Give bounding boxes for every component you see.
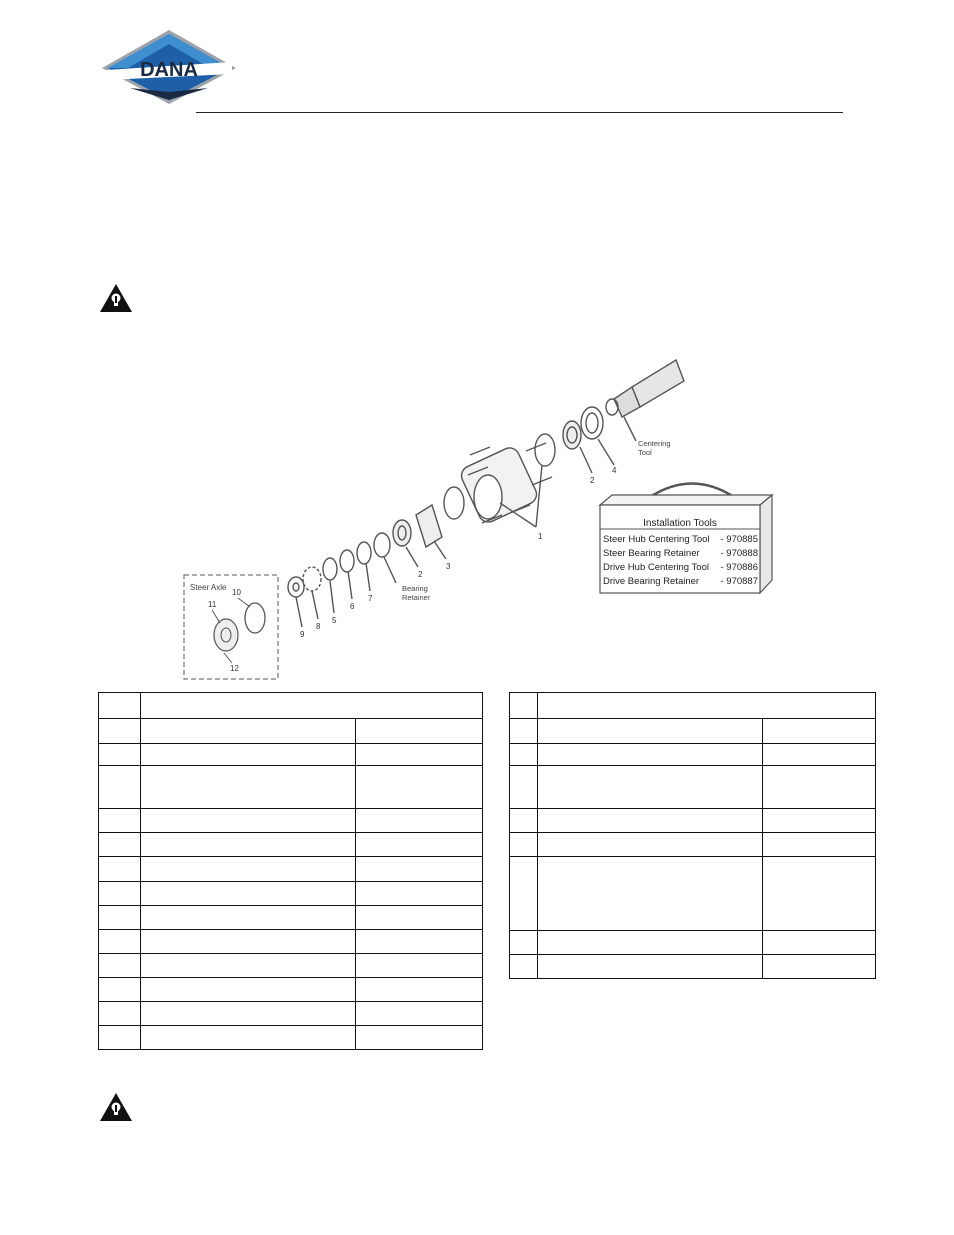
table-cell xyxy=(763,931,876,955)
bearing-retainer xyxy=(374,533,390,557)
table-row xyxy=(99,882,483,906)
table-cell xyxy=(356,1002,483,1026)
table-row xyxy=(99,930,483,954)
callout-2: 2 xyxy=(418,570,423,579)
leader-5 xyxy=(330,581,334,613)
wheel-hub-bore xyxy=(474,475,502,519)
table-cell xyxy=(538,744,763,766)
table-cell xyxy=(510,766,538,809)
callout-9: 9 xyxy=(300,630,305,639)
callout-6: 6 xyxy=(350,602,355,611)
table-cell xyxy=(99,833,141,857)
table-cell xyxy=(99,1026,141,1050)
table-cell xyxy=(763,833,876,857)
callout-4: 4 xyxy=(612,466,617,475)
parts-table-left xyxy=(98,692,483,1050)
leader-bearing-retainer xyxy=(384,557,396,583)
table-cell xyxy=(538,766,763,809)
table-cell xyxy=(356,766,483,809)
table-cell xyxy=(356,978,483,1002)
table-cell xyxy=(99,882,141,906)
bearing-cone-2b xyxy=(393,520,411,546)
table-cell xyxy=(510,955,538,979)
leader-8 xyxy=(312,591,318,619)
callout-8: 8 xyxy=(316,622,321,631)
tool-number: - 970885 xyxy=(720,534,758,545)
callout-1: 1 xyxy=(543,532,548,541)
table-cell xyxy=(141,978,356,1002)
callout-7: 7 xyxy=(368,594,373,603)
table-cell xyxy=(99,930,141,954)
wheel-stud xyxy=(532,477,552,485)
table-cell xyxy=(141,1002,356,1026)
tool-number: - 970886 xyxy=(720,562,758,573)
warning-triangle-icon xyxy=(99,1092,133,1122)
warning-triangle-icon xyxy=(99,283,133,313)
table-cell xyxy=(141,833,356,857)
hub-exploded-diagram xyxy=(170,355,790,685)
table-row xyxy=(99,857,483,882)
table-row xyxy=(99,809,483,833)
label-retainer: Retainer xyxy=(402,593,431,602)
table-cell xyxy=(763,744,876,766)
table-cell xyxy=(356,833,483,857)
steer-axle-label: Steer Axle xyxy=(190,583,227,592)
table-cell xyxy=(538,955,763,979)
table-cell xyxy=(538,931,763,955)
tool-name: Drive Hub Centering Tool xyxy=(603,562,709,573)
table-cell xyxy=(99,1002,141,1026)
table-row xyxy=(99,693,483,719)
tool-box-title: Installation Tools xyxy=(643,518,717,529)
table-cell xyxy=(99,766,141,809)
table-cell xyxy=(763,857,876,931)
table-cell xyxy=(538,719,763,744)
dana-logo xyxy=(100,28,238,106)
table-cell xyxy=(99,693,141,719)
table-cell xyxy=(141,857,356,882)
table-row xyxy=(510,693,876,719)
table-row xyxy=(99,906,483,930)
table-cell xyxy=(356,857,483,882)
table-cell xyxy=(538,833,763,857)
table-cell xyxy=(141,766,356,809)
callout-5: 5 xyxy=(332,616,337,625)
table-cell xyxy=(356,809,483,833)
tool-name: Steer Hub Centering Tool xyxy=(603,534,710,545)
table-cell xyxy=(510,931,538,955)
table-cell xyxy=(510,809,538,833)
centering-tool-shaft xyxy=(632,360,684,407)
table-row xyxy=(510,833,876,857)
table-cell xyxy=(141,882,356,906)
table-cell xyxy=(356,744,483,766)
table-cell xyxy=(141,719,356,744)
leader-2 xyxy=(580,447,592,473)
table-row xyxy=(510,719,876,744)
table-cell xyxy=(510,857,538,931)
table-cell xyxy=(141,954,356,978)
table-cell xyxy=(141,906,356,930)
header-rule xyxy=(196,112,843,113)
leader-6 xyxy=(348,571,352,599)
sleeve-3 xyxy=(416,505,442,547)
table-row xyxy=(510,744,876,766)
washer-7 xyxy=(357,542,371,564)
label-tool: Tool xyxy=(638,448,652,457)
table-cell xyxy=(99,809,141,833)
table-row xyxy=(99,954,483,978)
table-cell xyxy=(538,857,763,931)
table-cell xyxy=(356,719,483,744)
race-1 xyxy=(444,487,464,519)
wheel-stud xyxy=(470,447,490,455)
table-cell xyxy=(763,955,876,979)
tool-number: - 970888 xyxy=(720,548,758,559)
table-cell xyxy=(356,906,483,930)
table-cell xyxy=(141,1026,356,1050)
tool-name: Drive Bearing Retainer xyxy=(603,576,700,587)
callout-3: 3 xyxy=(446,562,451,571)
washer-5 xyxy=(323,558,337,580)
table-cell xyxy=(538,693,876,719)
table-row xyxy=(99,1002,483,1026)
logo-wordmark: DANA xyxy=(140,59,198,81)
table-row xyxy=(99,719,483,744)
table-row xyxy=(510,809,876,833)
centering-tool-nose xyxy=(606,399,618,415)
leader-9 xyxy=(296,597,302,627)
callout-12: 12 xyxy=(230,664,239,673)
table-cell xyxy=(99,906,141,930)
table-cell xyxy=(510,719,538,744)
table-row xyxy=(99,833,483,857)
callout-1: 1 xyxy=(538,532,543,541)
bearing-cone-2 xyxy=(563,421,581,449)
table-cell xyxy=(99,978,141,1002)
parts-table-right xyxy=(509,692,876,979)
tool-name: Steer Bearing Retainer xyxy=(603,548,700,559)
table-cell xyxy=(356,1026,483,1050)
callout-11: 11 xyxy=(208,600,217,609)
table-cell xyxy=(510,693,538,719)
installation-tools-box xyxy=(600,484,772,594)
callout-5: 5 xyxy=(337,616,342,625)
leader-3 xyxy=(434,541,446,559)
table-row xyxy=(510,955,876,979)
table-cell xyxy=(510,833,538,857)
callout-10: 10 xyxy=(232,588,241,597)
table-cell xyxy=(141,930,356,954)
leader-centering xyxy=(624,417,636,441)
table-cell xyxy=(538,809,763,833)
table-row xyxy=(99,978,483,1002)
table-row xyxy=(510,766,876,809)
tool-number: - 970887 xyxy=(720,576,758,587)
table-row xyxy=(99,744,483,766)
table-row xyxy=(510,857,876,931)
lock-washer-8 xyxy=(303,567,321,591)
table-cell xyxy=(356,930,483,954)
table-cell xyxy=(356,882,483,906)
leader-7 xyxy=(366,563,370,591)
table-row xyxy=(99,1026,483,1050)
nut-9-inner xyxy=(293,583,299,591)
leader-2b xyxy=(406,547,418,567)
table-cell xyxy=(141,744,356,766)
callout-2: 2 xyxy=(590,476,595,485)
bearing-cup-4-inner xyxy=(586,413,598,433)
table-cell xyxy=(99,954,141,978)
table-cell xyxy=(763,809,876,833)
table-row xyxy=(99,766,483,809)
table-cell xyxy=(763,719,876,744)
table-cell xyxy=(99,719,141,744)
table-cell xyxy=(141,809,356,833)
washer-6 xyxy=(340,550,354,572)
table-row xyxy=(510,931,876,955)
race-1-outer xyxy=(535,434,555,466)
label-centering: Centering xyxy=(638,439,671,448)
table-cell xyxy=(99,857,141,882)
table-cell xyxy=(99,744,141,766)
leader-4 xyxy=(598,439,614,465)
bearing-cup-4 xyxy=(581,407,603,439)
nut-9 xyxy=(288,577,304,597)
table-cell xyxy=(356,954,483,978)
table-cell xyxy=(510,744,538,766)
table-cell xyxy=(141,693,483,719)
table-cell xyxy=(763,766,876,809)
label-bearing: Bearing xyxy=(402,584,428,593)
